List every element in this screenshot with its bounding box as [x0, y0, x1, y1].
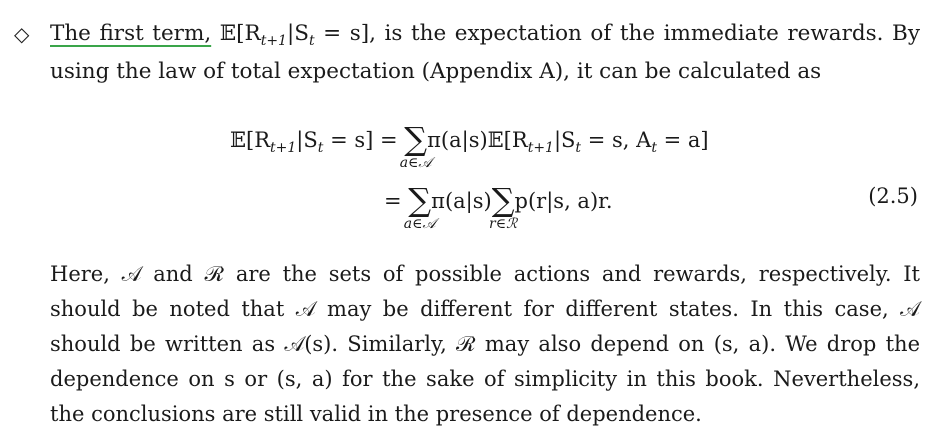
equation-line-1: $𝔼[R_{t+1}|S_t = s]$ = ∑ a∈𝒜 $\pi(a|s)𝔼[R_{t+1}|S_t = s$, $A_t = a$]	[230, 117, 709, 155]
sum-over-actions: ∑ a∈𝒜	[399, 120, 432, 171]
highlighted-text: The first term,	[50, 21, 212, 46]
paragraph-intro-text: is the expectation of the immediate rewards. By using the law of total expectation (Appendix A), it can be calculated as	[50, 21, 920, 84]
sum-over-rewards: ∑ r∈ℛ	[489, 181, 518, 232]
paragraph-intro	[50, 16, 920, 89]
sum-over-actions-2: ∑ a∈𝒜	[403, 181, 436, 232]
equation-line-2: = ∑ a∈𝒜 π(a|s)∑ r∈ℛ p(r|s, a)r.	[384, 178, 613, 216]
paragraph-explanation: Here, 𝒜 and ℛ are the sets of possible actions and rewards, respectively. It should be noted that 𝒜 may be different for different states. In this case, 𝒜 should be written as 𝒜(s). Similarly, ℛ may also depend on (s, a). We drop the dependence on s or (s, a) for the sake of simplicity in this book. Nevertheless, the conclusions are still valid in the presence of dependence.	[50, 262, 920, 426]
inline-term: $𝔼[R_{t+1}|S_t = s]$,	[219, 21, 376, 49]
bullet-diamond-icon: ◇	[14, 22, 30, 46]
equation-number: (2.5)	[868, 184, 918, 208]
